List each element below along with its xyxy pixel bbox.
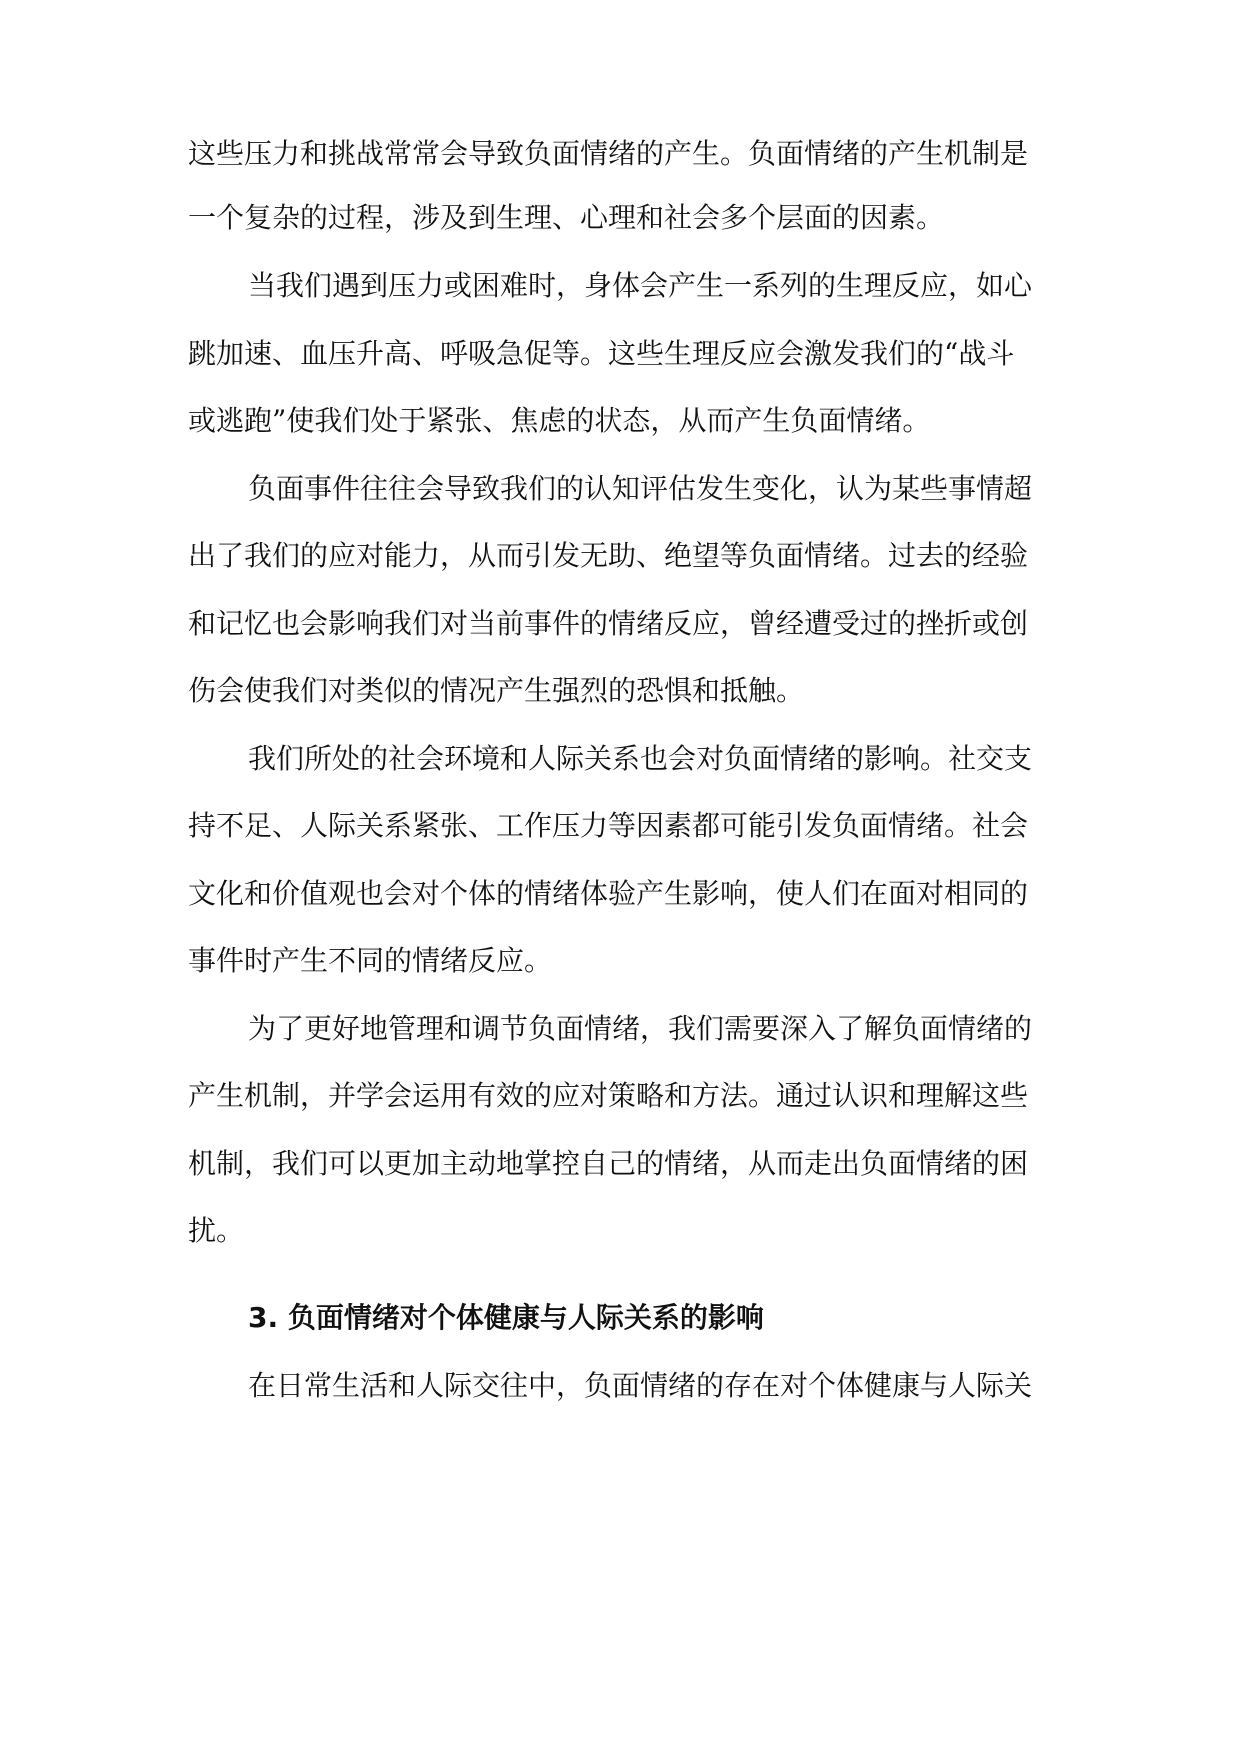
paragraph-5-line-3: 机制，我们可以更加主动地掌控自己的情绪，从而走出负面情绪的困 bbox=[188, 1147, 1029, 1180]
paragraph-4-line-2: 持不足、人际关系紧张、工作压力等因素都可能引发负面情绪。社会 bbox=[188, 809, 1029, 842]
paragraph-5-line-4: 扰。 bbox=[188, 1214, 245, 1247]
paragraph-1-line-2: 一个复杂的过程，涉及到生理、心理和社会多个层面的因素。 bbox=[188, 201, 945, 234]
paragraph-3-line-1: 负面事件往往会导致我们的认知评估发生变化，认为某些事情超 bbox=[248, 472, 1033, 505]
paragraph-4-line-4: 事件时产生不同的情绪反应。 bbox=[188, 944, 553, 977]
paragraph-1-line-1: 这些压力和挑战常常会导致负面情绪的产生。负面情绪的产生机制是 bbox=[188, 137, 1029, 170]
paragraph-2-line-1: 当我们遇到压力或困难时，身体会产生一系列的生理反应，如心 bbox=[248, 269, 1033, 302]
paragraph-2-line-2: 跳加速、血压升高、呼吸急促等。这些生理反应会激发我们的“战斗 bbox=[188, 337, 1015, 370]
paragraph-5-line-1: 为了更好地管理和调节负面情绪，我们需要深入了解负面情绪的 bbox=[248, 1012, 1033, 1045]
paragraph-5-line-2: 产生机制，并学会运用有效的应对策略和方法。通过认识和理解这些 bbox=[188, 1079, 1029, 1112]
section-heading: 3. 负面情绪对个体健康与人际关系的影响 bbox=[248, 1301, 764, 1334]
paragraph-3-line-4: 伤会使我们对类似的情况产生强烈的恐惧和抵触。 bbox=[188, 674, 805, 707]
paragraph-2-line-3: 或逃跑”使我们处于紧张、焦虑的状态，从而产生负面情绪。 bbox=[188, 404, 931, 437]
paragraph-4-line-1: 我们所处的社会环境和人际关系也会对负面情绪的影响。社交支 bbox=[248, 742, 1033, 775]
paragraph-4-line-3: 文化和价值观也会对个体的情绪体验产生影响，使人们在面对相同的 bbox=[188, 877, 1029, 910]
paragraph-3-line-2: 出了我们的应对能力，从而引发无助、绝望等负面情绪。过去的经验 bbox=[188, 539, 1029, 572]
paragraph-6-line-1: 在日常生活和人际交往中，负面情绪的存在对个体健康与人际关 bbox=[248, 1369, 1033, 1402]
paragraph-3-line-3: 和记忆也会影响我们对当前事件的情绪反应，曾经遭受过的挫折或创 bbox=[188, 607, 1029, 640]
